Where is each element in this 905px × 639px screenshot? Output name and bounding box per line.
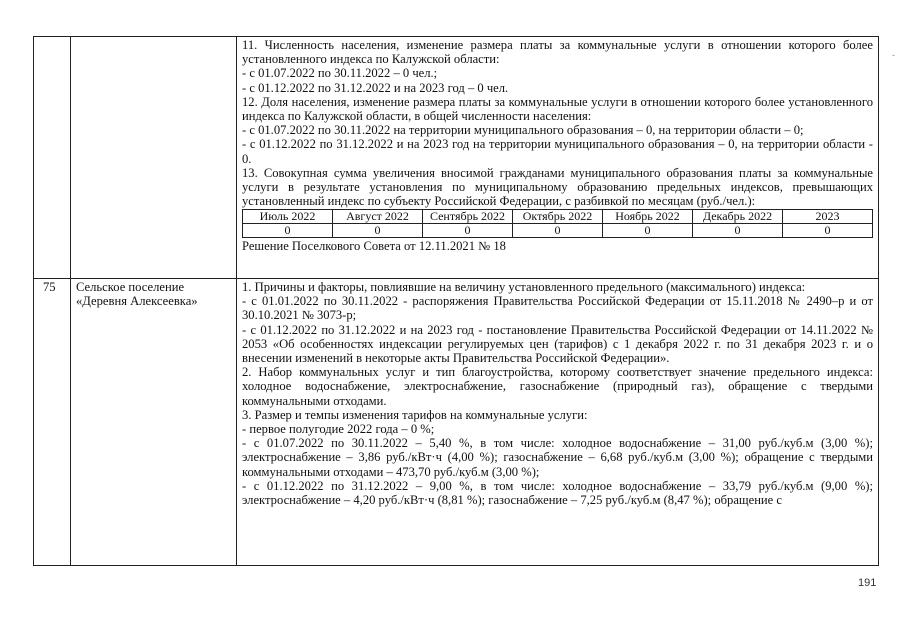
month-header: Ноябрь 2022 xyxy=(603,210,693,224)
month-value: 0 xyxy=(693,224,783,238)
text-cell xyxy=(237,279,879,566)
months-value-row xyxy=(243,224,873,238)
month-value: 0 xyxy=(603,224,693,238)
months-table xyxy=(242,209,873,238)
number-cell xyxy=(34,279,71,566)
paragraph: - с 01.07.2022 по 30.11.2022 – 0 чел.; xyxy=(242,66,438,81)
paragraph: - первое полугодие 2022 года – 0 %; xyxy=(242,422,435,437)
paragraph: - с 01.12.2022 по 31.12.2022 и на 2023 год - постановление Правительства Российской Федерации от 14.11.2022 № 2053 «Об особенностях индексации регулируемых цен (тарифов) с 1 декабря 2022 г. по 31 декабря 2023 г. и о внесении изменений в некоторые акты Правительства Российской Федерации». xyxy=(242,322,873,366)
month-value: 0 xyxy=(423,224,513,238)
paragraph: - с 01.01.2022 по 30.11.2022 - распоряжения Правительства Российской Федерации от 15.11.2018 № 2490–р и от 30.10.2021 № 3073-р; xyxy=(242,294,873,323)
paragraph: - с 01.07.2022 по 30.11.2022 – 5,40 %, в том числе: холодное водоснабжение – 31,00 руб./куб.м (3,00 %); электроснабжение – 3,86 руб./кВт·ч (4,00 %); газоснабжение – 6,68 руб./куб.м (3,00 %); обращение с твердыми коммунальными отходами – 473,70 руб./куб.м (3,00 %); xyxy=(242,436,873,479)
month-value: 0 xyxy=(513,224,603,238)
month-header: Июль 2022 xyxy=(243,210,333,224)
paragraph: - с 01.12.2022 по 31.12.2022 – 9,00 %, в том числе: холодное водоснабжение – 33,79 руб./куб.м (9,00 %); электроснабжение – 4,20 руб./кВт·ч (8,81 %); газоснабжение – 7,25 руб./куб.м (8,47 %); обращение с xyxy=(242,478,873,508)
month-header: Октябрь 2022 xyxy=(513,210,603,224)
month-value: 0 xyxy=(243,224,333,238)
name-cell-empty xyxy=(71,37,237,279)
settlement-name: Сельское поселение «Деревня Алексеевка» xyxy=(76,280,198,309)
table-row-75 xyxy=(34,279,879,566)
paragraph: 13. Совокупная сумма увеличения вносимой гражданами муниципального образования платы за коммунальные услуги в результате установления по муниципальному образованию предельных индексов, превышающих установленный индекс по субъекту Российской Федерации, с разбивкой по месяцам (руб./чел.): xyxy=(242,165,873,209)
months-header-row xyxy=(243,210,873,224)
number-cell-empty xyxy=(34,37,71,279)
name-cell xyxy=(71,279,237,566)
month-header: Август 2022 xyxy=(333,210,423,224)
decision-reference: Решение Поселкового Совета от 12.11.2021 № 18 xyxy=(242,239,506,254)
page-number: 191 xyxy=(858,577,877,589)
paragraph: 3. Размер и темпы изменения тарифов на коммунальные услуги: xyxy=(242,407,588,422)
paragraph: - с 01.12.2022 по 31.12.2022 и на 2023 год на территории муниципального образования – 0, на территории области - 0. xyxy=(242,137,873,166)
text-cell xyxy=(237,37,879,279)
month-value: 0 xyxy=(783,224,873,238)
paragraph: 1. Причины и факторы, повлиявшие на величину установленного предельного (максимального) индекса: xyxy=(242,280,806,294)
month-header: 2023 xyxy=(783,210,873,224)
row-number: 75 xyxy=(43,280,56,294)
scan-mark: - xyxy=(892,50,895,60)
paragraph: 11. Численность населения, изменение размера платы за коммунальные услуги в отношении которого более установленного индекса по Калужской области: xyxy=(242,38,873,67)
month-value: 0 xyxy=(333,224,423,238)
paragraph: - с 01.12.2022 по 31.12.2022 и на 2023 год – 0 чел. xyxy=(242,80,509,95)
paragraph: 2. Набор коммунальных услуг и тип благоустройства, которому соответствует значение предельного индекса: холодное водоснабжение, электроснабжение, газоснабжение (природный газ), обращение с твердыми коммунальными отходами. xyxy=(242,365,873,408)
paragraph: - с 01.07.2022 по 30.11.2022 на территории муниципального образования – 0, на территории области – 0; xyxy=(242,123,804,138)
main-table xyxy=(33,36,879,566)
paragraph: 12. Доля населения, изменение размера платы за коммунальные услуги в отношении которого более установленного индекса по Калужской области, в общей численности населения: xyxy=(242,94,873,124)
month-header: Сентябрь 2022 xyxy=(423,210,513,224)
month-header: Декабрь 2022 xyxy=(693,210,783,224)
table-row-continuation xyxy=(34,37,879,279)
